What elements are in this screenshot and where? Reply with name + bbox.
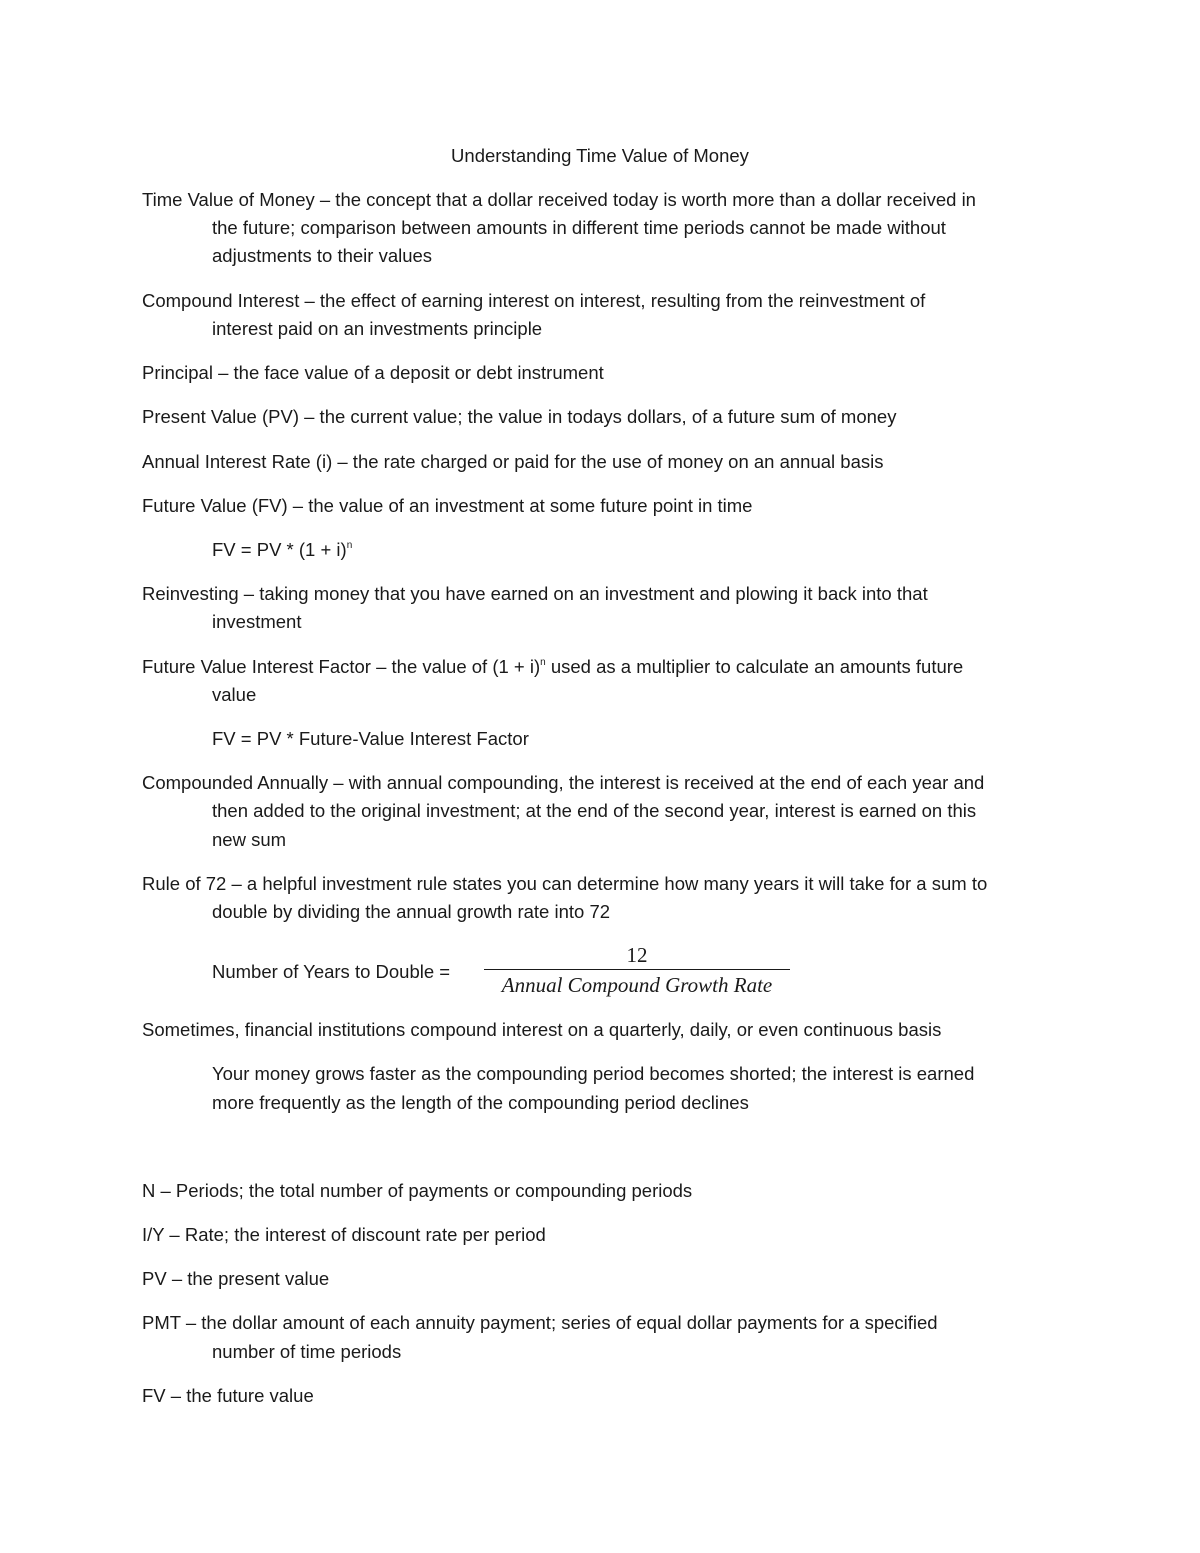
principal-definition: Principal – the face value of a deposit or debt instrument: [142, 362, 604, 383]
pmt-definition-line-1: PMT – the dollar amount of each annuity payment; series of equal dollar payments for a specified: [142, 1312, 938, 1333]
compound-interest-line-2: interest paid on an investments principle: [212, 318, 543, 339]
fvif-exponent: n: [540, 657, 546, 668]
rule-of-72-line-2: double by dividing the annual growth rate into 72: [212, 901, 611, 922]
fvif-line-2: value: [212, 684, 257, 705]
annual-rate-definition: Annual Interest Rate (i) – the rate charged or paid for the use of money on an annual basis: [142, 451, 884, 472]
present-value-definition: Present Value (PV) – the current value; the value in todays dollars, of a future sum of money: [142, 406, 897, 427]
fvif-line-1: [142, 653, 963, 681]
compounded-annually-line-3: new sum: [212, 829, 287, 850]
years-to-double-fraction: [484, 942, 790, 998]
tvm-definition-line-1: Time Value of Money – the concept that a dollar received today is worth more than a dollar received in: [142, 189, 976, 210]
fv-formula: [212, 536, 352, 564]
compound-interest-line-1: Compound Interest – the effect of earning interest on interest, resulting from the reinvestment of: [142, 290, 926, 311]
compounded-annually-line-1: Compounded Annually – with annual compounding, the interest is received at the end of each year and: [142, 772, 985, 793]
reinvesting-line-1: Reinvesting – taking money that you have earned on an investment and plowing it back into that: [142, 583, 928, 604]
pv-definition: PV – the present value: [142, 1268, 330, 1289]
fv-formula-base: FV = PV * (1 + i): [212, 539, 347, 560]
n-definition: N – Periods; the total number of payments or compounding periods: [142, 1180, 693, 1201]
fraction-bar: [484, 969, 790, 970]
fv-formula-exponent: n: [346, 540, 353, 551]
tvm-definition-line-2: the future; comparison between amounts in different time periods cannot be made without: [212, 217, 946, 238]
tvm-definition-line-3: adjustments to their values: [212, 245, 433, 266]
future-value-definition: Future Value (FV) – the value of an investment at some future point in time: [142, 495, 753, 516]
fvif-formula: FV = PV * Future-Value Interest Factor: [212, 728, 529, 749]
rule-of-72-line-1: Rule of 72 – a helpful investment rule states you can determine how many years it will take for a sum to: [142, 873, 988, 894]
page-title: Understanding Time Value of Money: [451, 145, 749, 166]
fraction-numerator: 12: [626, 943, 648, 967]
grows-faster-line-1: Your money grows faster as the compounding period becomes shorted; the interest is earned: [212, 1063, 975, 1084]
iy-definition: I/Y – Rate; the interest of discount rate per period: [142, 1224, 546, 1245]
fvif-text-b: used as a multiplier to calculate an amounts future: [545, 656, 964, 677]
fvif-text-a: Future Value Interest Factor – the value of (1 + i): [142, 656, 541, 677]
reinvesting-line-2: investment: [212, 611, 302, 632]
pmt-definition-line-2: number of time periods: [212, 1341, 402, 1362]
years-to-double-label: Number of Years to Double =: [212, 961, 451, 982]
grows-faster-line-2: more frequently as the length of the compounding period declines: [212, 1092, 749, 1113]
fraction-denominator: Annual Compound Growth Rate: [501, 973, 773, 997]
fv-definition: FV – the future value: [142, 1385, 314, 1406]
compounded-annually-line-2: then added to the original investment; at the end of the second year, interest is earned on this: [212, 800, 977, 821]
sometimes-line: Sometimes, financial institutions compound interest on a quarterly, daily, or even continuous basis: [142, 1019, 942, 1040]
